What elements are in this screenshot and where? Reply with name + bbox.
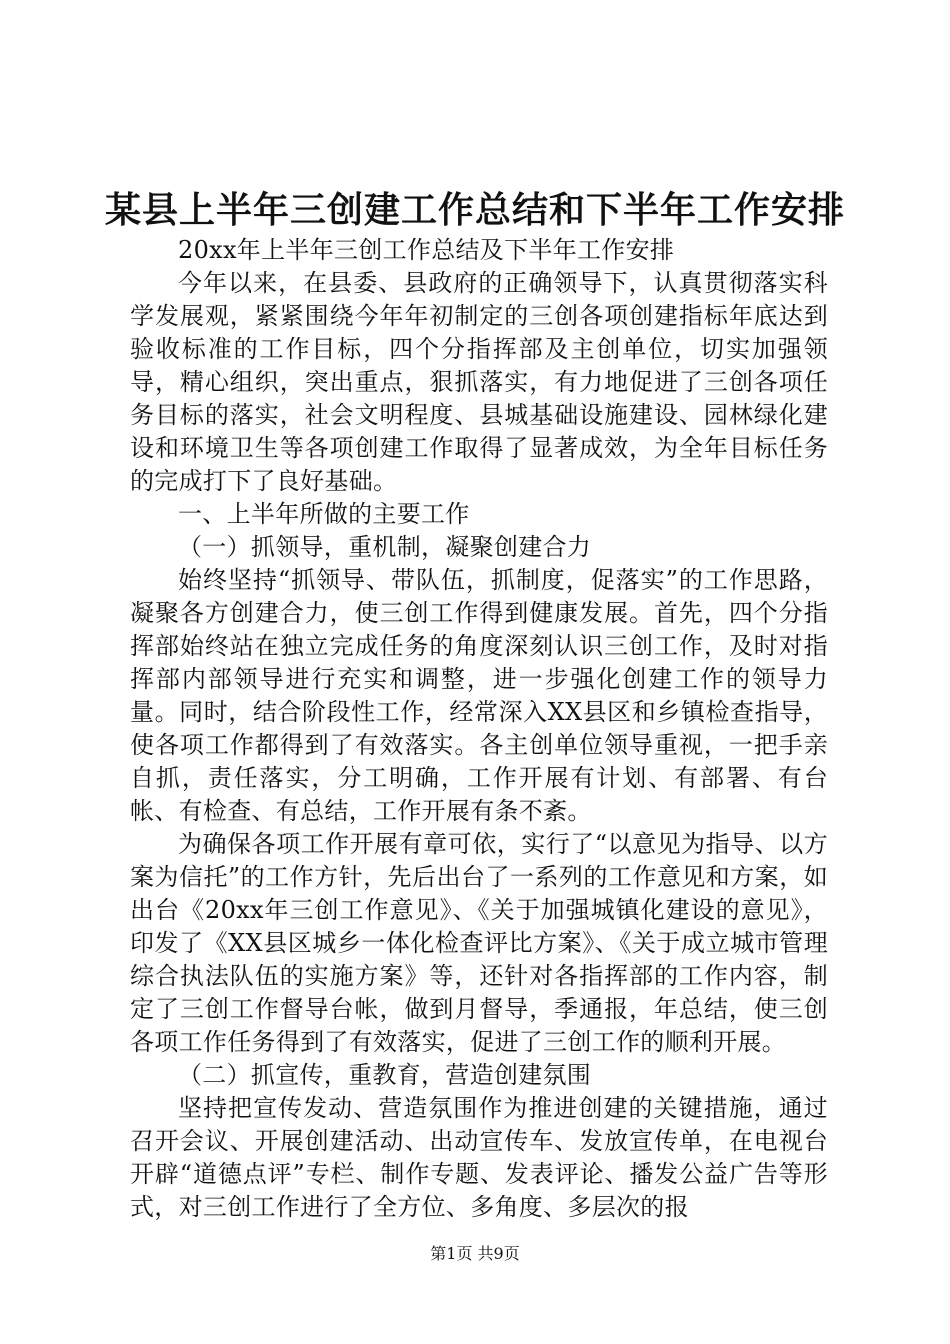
body-paragraph: 始终坚持“抓领导、带队伍，抓制度，促落实”的工作思路，凝聚各方创建合力，使三创工作得到健康发展。首先，四个分指挥部始终站在独立完成任务的角度深刻认识三创工作，及时对指挥部内部领导进行充实和调整，进一步强化创建工作的领导力量。同时，结合阶段性工作，经常深入XX县区和乡镇检查指导，使各项工作都得到了有效落实。各主创单位领导重视，一把手亲自抓，责任落实，分工明确，工作开展有计划、有部署、有台帐、有检查、有总结，工作开展有条不紊。 — [130, 566, 828, 825]
document-body — [130, 234, 828, 1224]
subsection-heading: （一）抓领导，重机制，凝聚创建合力 — [178, 533, 592, 561]
body-paragraph: 为确保各项工作开展有章可依，实行了“以意见为指导、以方案为信托”的工作方针，先后出台了一系列的工作意见和方案，如出台《20xx年三创工作意见》、《关于加强城镇化建设的意见》，印发了《XX县区城乡一体化检查评比方案》、《关于成立城市管理综合执法队伍的实施方案》等，还针对各指挥部的工作内容，制定了三创工作督导台帐，做到月督导，季通报，年总结，使三创各项工作任务得到了有效落实，促进了三创工作的顺利开展。 — [130, 830, 828, 1056]
intro-paragraph: 今年以来，在县委、县政府的正确领导下，认真贯彻落实科学发展观，紧紧围绕今年年初制定的三创各项创建指标年底达到验收标准的工作目标，四个分指挥部及主创单位，切实加强领导，精心组织，突出重点，狠抓落实，有力地促进了三创各项任务目标的落实，社会文明程度、县城基础设施建设、园林绿化建设和环境卫生等各项创建工作取得了显著成效，为全年目标任务的完成打下了良好基础。 — [130, 269, 828, 495]
body-paragraph: 坚持把宣传发动、营造氛围作为推进创建的关键措施，通过召开会议、开展创建活动、出动宣传车、发放宣传单，在电视台开辟“道德点评”专栏、制作专题、发表评论、播发公益广告等形式，对三创工作进行了全方位、多角度、多层次的报 — [130, 1094, 828, 1221]
document-title: 某县上半年三创建工作总结和下半年工作安排 — [104, 189, 845, 231]
subtitle-paragraph: 20xx年上半年三创工作总结及下半年工作安排 — [178, 236, 675, 264]
page-footer: 第1页 共9页 — [430, 1244, 520, 1263]
section-heading: 一、上半年所做的主要工作 — [178, 500, 470, 528]
subsection-heading: （二）抓宣传，重教育，营造创建氛围 — [178, 1061, 592, 1089]
